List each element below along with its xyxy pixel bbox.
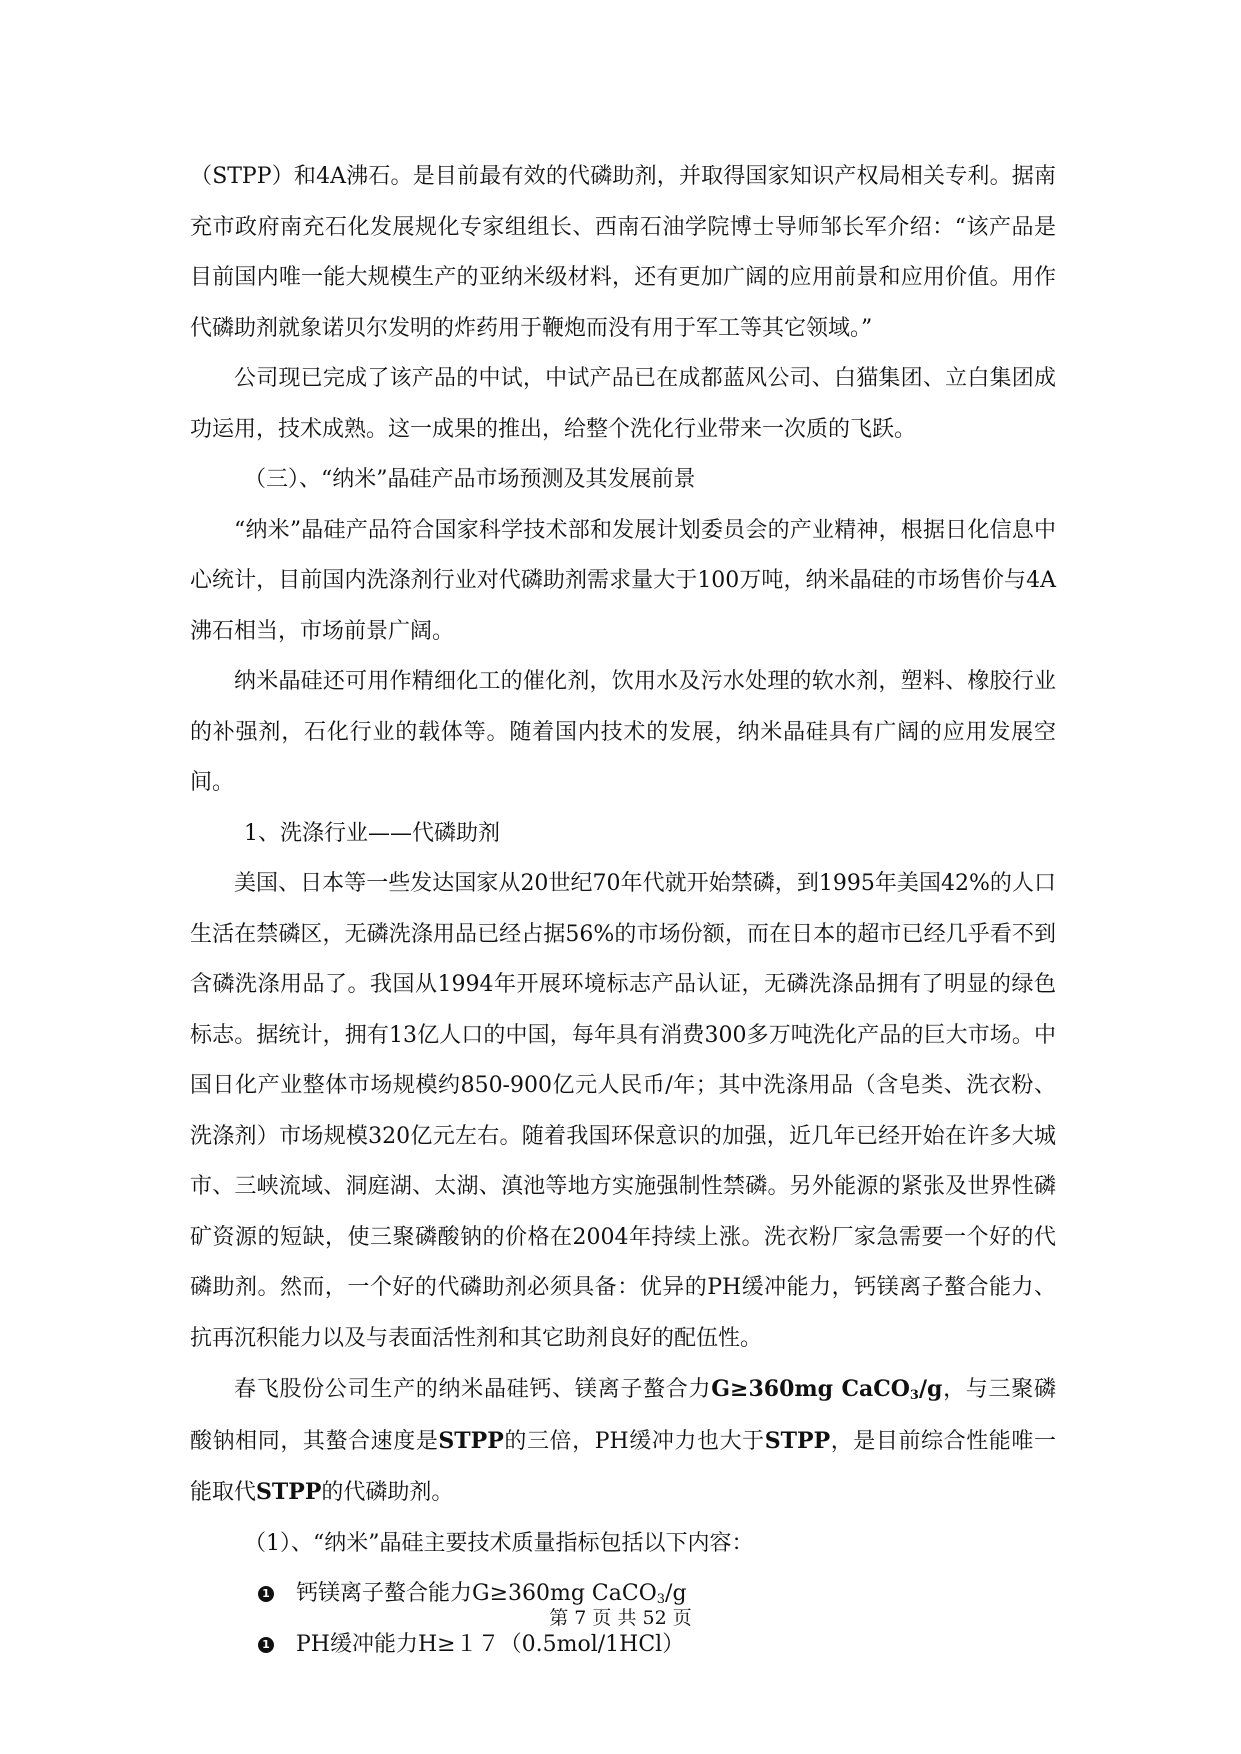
numbered-bullet-icon: 1 — [258, 1586, 274, 1602]
paragraph-stpp-intro: （STPP）和4A沸石。是目前最有效的代磷助剂，并取得国家知识产权局相关专利。据南充市政府南充石化发展规化专家组组长、西南石油学院博士导师邹长军介绍：“该产品是目前国内唯一能大规模生产的亚纳米级材料，还有更加广阔的应用前景和应用价值。用作代磷助剂就象诺贝尔发明的炸药用于鞭炮而没有用于军工等其它领域。” — [190, 164, 1056, 341]
page-footer: 第 7 页 共 52 页 — [549, 1607, 692, 1629]
subheading-detergent-industry: 1、洗涤行业——代磷助剂 — [244, 820, 500, 846]
numbered-bullet-icon: 1 — [258, 1637, 274, 1653]
chelation-value: G≥360mg CaCO$_3$/g — [711, 1376, 943, 1403]
subheading-quality-indicators: （1）、“纳米”晶硅主要技术质量指标包括以下内容： — [244, 1530, 754, 1556]
paragraph-market-demand: “纳米”晶硅产品符合国家科学技术部和发展计划委员会的产业精神，根据日化信息中心统计，目前国内洗涤剂行业对代磷助剂需求量大于100万吨，纳米晶硅的市场售价与4A沸石相当，市场前景广阔。 — [190, 517, 1056, 644]
body-text — [190, 152, 1056, 1670]
list-item-ph-buffer: 1 PH缓冲能力H≥１７（0.5mol/1HCl） — [190, 1620, 1056, 1671]
paragraph-phosphate-ban: 美国、日本等一些发达国家从20世纪70年代就开始禁磷，到1995年美国42%的人口生活在禁磷区，无磷洗涤用品已经占据56%的市场份额，而在日本的超市已经几乎看不到含磷洗涤用品了。我国从1994年开展环境标志产品认证，无磷洗涤品拥有了明显的绿色标志。据统计，拥有13亿人口的中国，每年具有消费300多万吨洗化产品的巨大市场。中国日化产业整体市场规模约850-900亿元人民币/年；其中洗涤用品（含皂类、洗衣粉、洗涤剂）市场规模320亿元左右。随着我国环保意识的加强，近几年已经开始在许多大城市、三峡流域、洞庭湖、太湖、滇池等地方实施强制性禁磷。另外能源的紧张及世界性磷矿资源的短缺，使三聚磷酸钠的价格在2004年持续上涨。洗衣粉厂家急需要一个好的代磷助剂。然而，一个好的代磷助剂必须具备：优异的PH缓冲能力，钙镁离子螯合能力、抗再沉积能力以及与表面活性剂和其它助剂良好的配伍性。 — [190, 871, 1056, 1351]
list-item-chelation: 1 钙镁离子螯合能力G≥360mg CaCO$_3$/g — [190, 1569, 1056, 1620]
paragraph-pilot-test: 公司现已完成了该产品的中试，中试产品已在成都蓝风公司、白猫集团、立白集团成功运用，技术成熟。这一成果的推出，给整个洗化行业带来一次质的飞跃。 — [190, 366, 1056, 442]
paragraph-other-uses: 纳米晶硅还可用作精细化工的催化剂，饮用水及污水处理的软水剂，塑料、橡胶行业的补强剂，石化行业的载体等。随着国内技术的发展，纳米晶硅具有广阔的应用发展空间。 — [190, 669, 1056, 795]
section-heading-market-forecast: （三）、“纳米”晶硅产品市场预测及其发展前景 — [244, 467, 696, 492]
paragraph-chunfei-product: 春飞股份公司生产的纳米晶硅钙、镁离子螯合力G≥360mg CaCO$_3$/g，与三聚磷酸钠相同，其螯合速度是STPP的三倍，PH缓冲力也大于STPP，是目前综合性能唯一能取代STPP的代磷助剂。 — [190, 1376, 1056, 1505]
